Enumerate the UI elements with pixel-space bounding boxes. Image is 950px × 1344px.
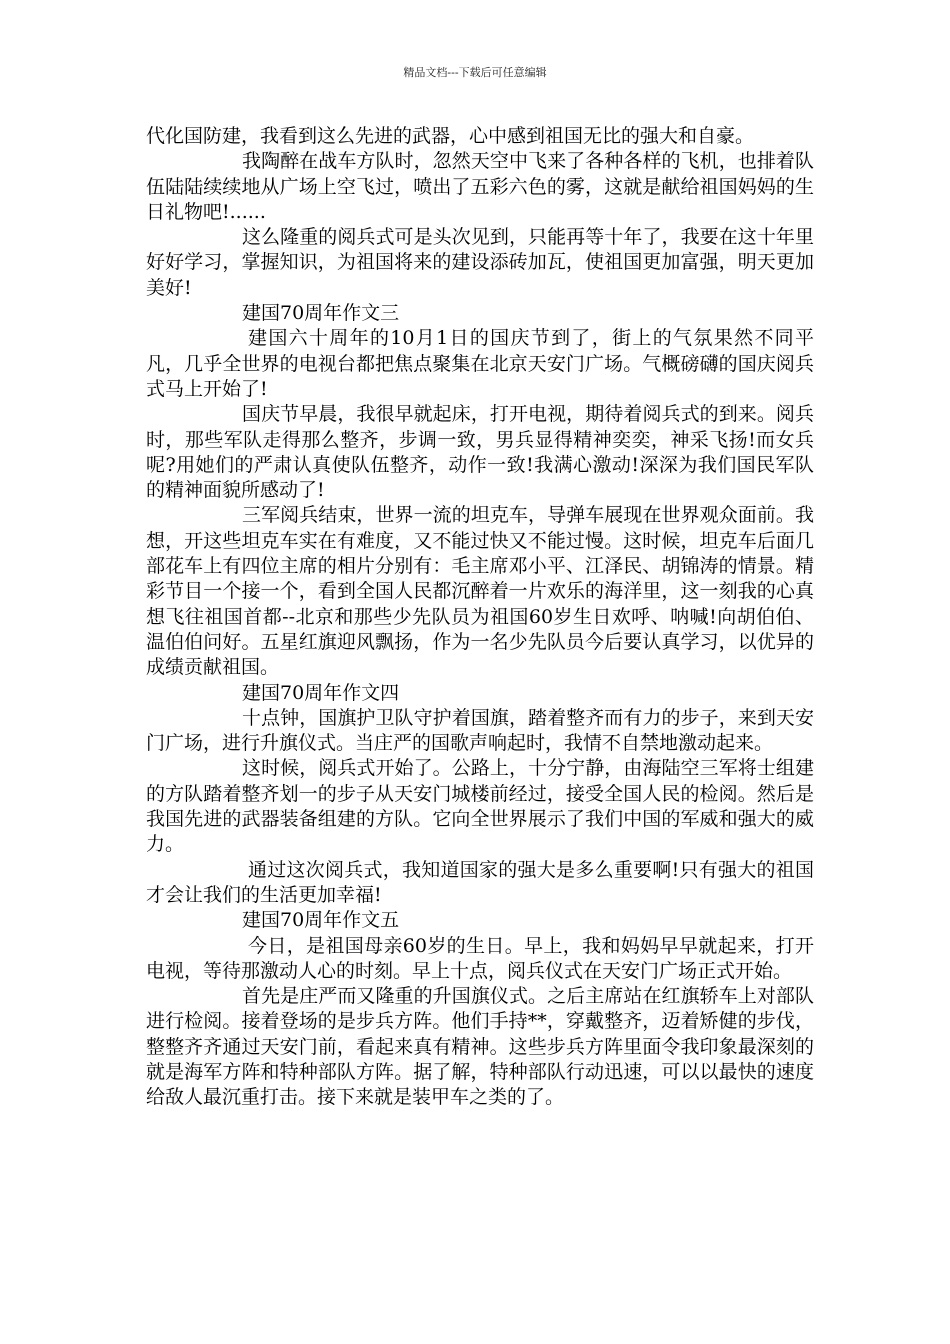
paragraph: 代化国防建，我看到这么先进的武器，心中感到祖国无比的强大和自豪。 — [146, 125, 755, 147]
paragraph: 我陶醉在战车方队时，忽然天空中飞来了各种各样的飞机，也排着队伍陆陆续续地从广场上空飞过，喷出了五彩六色的雾，这就是献给祖国妈妈的生日礼物吧!...... — [146, 150, 814, 223]
section-heading: 建国70周年作文四 — [242, 681, 400, 704]
paragraph: 建国六十周年的10月1日的国庆节到了，街上的气氛果然不同平凡，几乎全世界的电视台都把焦点聚集在北京天安门广场。气概磅礴的国庆阅兵式马上开始了! — [146, 327, 814, 400]
paragraph: 今日，是祖国母亲60岁的生日。早上，我和妈妈早早就起来，打开电视，等待那激动人心的时刻。早上十点，阅兵仪式在天安门广场正式开始。 — [146, 934, 814, 982]
paragraph: 这时候，阅兵式开始了。公路上，十分宁静，由海陆空三军将士组建的方队踏着整齐划一的步子从天安门城楼前经过，接受全国人民的检阅。然后是我国先进的武器装备组建的方队。它向全世界展示了我们中国的军威和强大的威力。 — [146, 757, 814, 856]
document-body — [146, 124, 814, 1111]
page-header: 精品文档---下载后可任意编辑 — [403, 66, 547, 79]
section-heading: 建国70周年作文三 — [242, 302, 400, 325]
paragraph: 三军阅兵结束，世界一流的坦克车，导弹车展现在世界观众面前。我想，开这些坦克车实在有难度，又不能过快又不能过慢。这时候，坦克车后面几部花车上有四位主席的相片分别有：毛主席邓小平、江泽民、胡锦涛的情景。精彩节目一个接一个，看到全国人民都沉醉着一片欢乐的海洋里，这一刻我的心真想飞往祖国首都--北京和那些少先队员为祖国60岁生日欢呼、呐喊!向胡伯伯、温伯伯问好。五星红旗迎风飘扬，作为一名少先队员今后要认真学习，以优异的成绩贡献祖国。 — [146, 504, 814, 679]
section-heading: 建国70周年作文五 — [242, 909, 400, 932]
paragraph: 通过这次阅兵式，我知道国家的强大是多么重要啊!只有强大的祖国才会让我们的生活更加幸福! — [146, 858, 814, 906]
paragraph: 首先是庄严而又隆重的升国旗仪式。之后主席站在红旗轿车上对部队进行检阅。接着登场的是步兵方阵。他们手持**，穿戴整齐，迈着矫健的步伐，整整齐齐通过天安门前，看起来真有精神。这些步兵方阵里面令我印象最深刻的就是海军方阵和特种部队方阵。据了解，特种部队行动迅速，可以以最快的速度给敌人最沉重打击。接下来就是装甲车之类的了。 — [146, 985, 814, 1109]
paragraph: 十点钟，国旗护卫队守护着国旗，踏着整齐而有力的步子，来到天安门广场，进行升旗仪式。当庄严的国歌声响起时，我情不自禁地激动起来。 — [146, 706, 814, 755]
paragraph: 这么隆重的阅兵式可是头次见到，只能再等十年了，我要在这十年里好好学习，掌握知识，为祖国将来的建设添砖加瓦，使祖国更加富强，明天更加美好! — [146, 226, 814, 299]
paragraph: 国庆节早晨，我很早就起床，打开电视，期待着阅兵式的到来。阅兵时，那些军队走得那么整齐，步调一致，男兵显得精神奕奕，神采飞扬!而女兵呢?用她们的严肃认真使队伍整齐，动作一致!我满心激动!深深为我们国民军队的精神面貌所感动了! — [146, 403, 814, 502]
